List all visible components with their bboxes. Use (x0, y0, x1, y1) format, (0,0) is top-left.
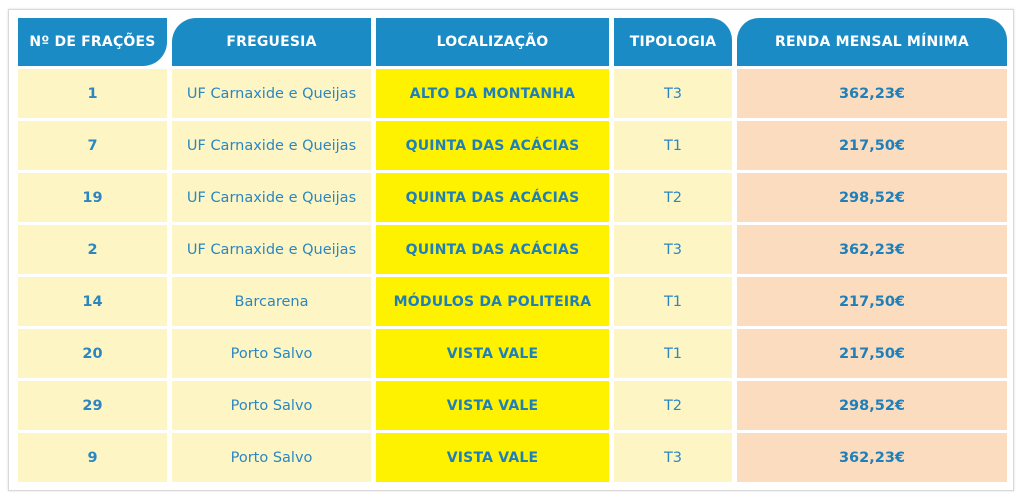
cell-freguesia: UF Carnaxide e Queijas (172, 69, 371, 118)
cell-renda: 217,50€ (737, 121, 1007, 170)
cell-fracoes: 9 (18, 433, 167, 482)
cell-tipologia: T2 (614, 173, 732, 222)
cell-localizacao: MÓDULOS DA POLITEIRA (376, 277, 609, 326)
cell-fracoes: 2 (18, 225, 167, 274)
cell-fracoes: 14 (18, 277, 167, 326)
cell-localizacao: QUINTA DAS ACÁCIAS (376, 225, 609, 274)
cell-fracoes: 20 (18, 329, 167, 378)
cell-freguesia: Porto Salvo (172, 329, 371, 378)
cell-localizacao: ALTO DA MONTANHA (376, 69, 609, 118)
cell-tipologia: T3 (614, 433, 732, 482)
header-fracoes: Nº DE FRAÇÕES (18, 18, 167, 66)
cell-fracoes: 7 (18, 121, 167, 170)
cell-tipologia: T2 (614, 381, 732, 430)
header-renda: RENDA MENSAL MÍNIMA (737, 18, 1007, 66)
cell-localizacao: QUINTA DAS ACÁCIAS (376, 173, 609, 222)
cell-tipologia: T3 (614, 225, 732, 274)
cell-renda: 217,50€ (737, 329, 1007, 378)
cell-freguesia: UF Carnaxide e Queijas (172, 173, 371, 222)
cell-tipologia: T1 (614, 329, 732, 378)
cell-localizacao: VISTA VALE (376, 329, 609, 378)
cell-freguesia: Barcarena (172, 277, 371, 326)
cell-renda: 362,23€ (737, 225, 1007, 274)
cell-renda: 362,23€ (737, 433, 1007, 482)
header-freguesia: FREGUESIA (172, 18, 371, 66)
header-localizacao: LOCALIZAÇÃO (376, 18, 609, 66)
cell-freguesia: UF Carnaxide e Queijas (172, 225, 371, 274)
cell-localizacao: VISTA VALE (376, 381, 609, 430)
housing-table (18, 18, 1007, 482)
cell-freguesia: Porto Salvo (172, 433, 371, 482)
cell-localizacao: VISTA VALE (376, 433, 609, 482)
cell-tipologia: T3 (614, 69, 732, 118)
cell-freguesia: Porto Salvo (172, 381, 371, 430)
cell-renda: 217,50€ (737, 277, 1007, 326)
cell-fracoes: 1 (18, 69, 167, 118)
header-tipologia: TIPOLOGIA (614, 18, 732, 66)
cell-localizacao: QUINTA DAS ACÁCIAS (376, 121, 609, 170)
cell-renda: 298,52€ (737, 381, 1007, 430)
cell-tipologia: T1 (614, 277, 732, 326)
cell-fracoes: 19 (18, 173, 167, 222)
cell-freguesia: UF Carnaxide e Queijas (172, 121, 371, 170)
cell-fracoes: 29 (18, 381, 167, 430)
cell-renda: 362,23€ (737, 69, 1007, 118)
cell-tipologia: T1 (614, 121, 732, 170)
cell-renda: 298,52€ (737, 173, 1007, 222)
